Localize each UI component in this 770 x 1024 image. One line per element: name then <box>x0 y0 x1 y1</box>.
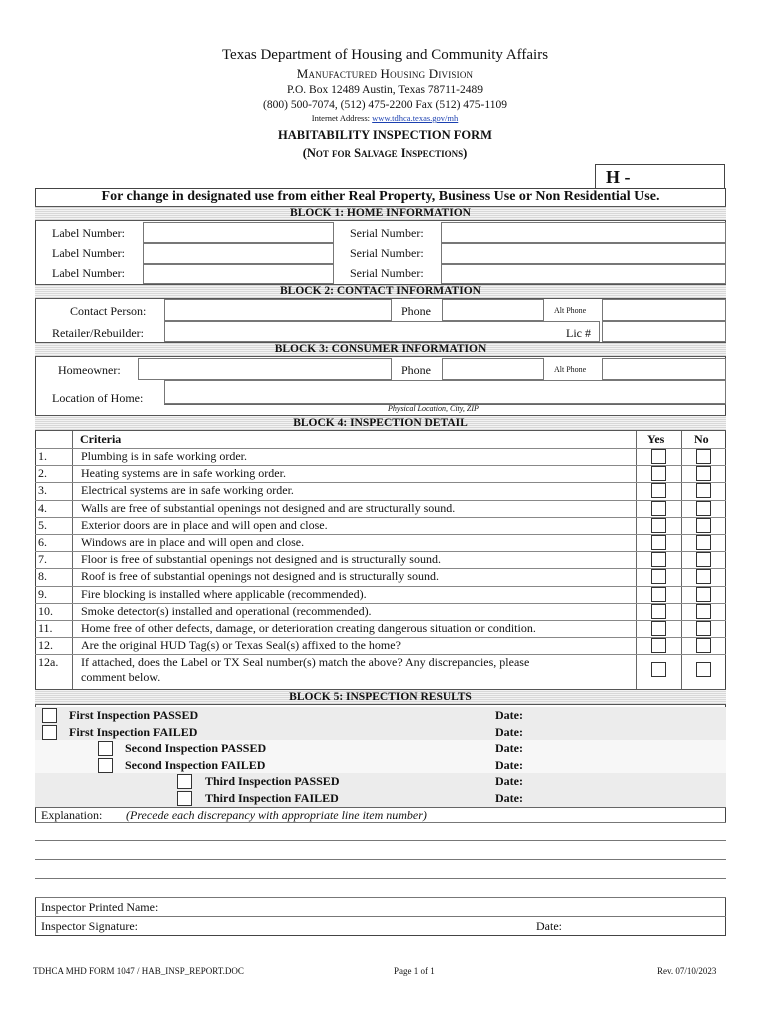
yes-checkbox[interactable] <box>651 483 666 498</box>
criteria-text: Heating systems are in safe working order. <box>81 466 286 481</box>
no-header: No <box>694 432 709 446</box>
serial-number-input-3[interactable] <box>441 264 726 284</box>
block1-header: BLOCK 1: HOME INFORMATION <box>35 206 726 221</box>
result-checkbox[interactable] <box>42 725 57 740</box>
criteria-text: Electrical systems are in safe working order. <box>81 483 294 498</box>
retailer-label: Retailer/Rebuilder: <box>52 326 144 340</box>
criteria-number: 3. <box>38 483 47 498</box>
result-checkbox[interactable] <box>177 774 192 789</box>
contact-phone-input[interactable] <box>442 299 544 321</box>
file-number-field[interactable]: H - <box>595 164 725 188</box>
website-link[interactable]: www.tdhca.texas.gov/mh <box>372 113 459 123</box>
result-date-label: Date: <box>495 791 523 805</box>
contact-alt-phone-label: Alt Phone <box>554 306 587 315</box>
no-checkbox[interactable] <box>696 621 711 636</box>
signature-date-label: Date: <box>536 919 562 933</box>
serial-number-input-1[interactable] <box>441 222 726 243</box>
no-checkbox[interactable] <box>696 569 711 584</box>
criteria-header: Criteria <box>80 432 122 446</box>
footer-form-id: TDHCA MHD FORM 1047 / HAB_INSP_REPORT.DOC <box>33 966 244 976</box>
inspector-name-label: Inspector Printed Name: <box>41 900 159 914</box>
result-checkbox[interactable] <box>42 708 57 723</box>
criteria-number: 9. <box>38 586 47 601</box>
block5-header: BLOCK 5: INSPECTION RESULTS <box>35 689 726 705</box>
yes-checkbox[interactable] <box>651 638 666 653</box>
lic-label: Lic # <box>566 326 591 340</box>
result-date-label: Date: <box>495 708 523 722</box>
block2-header: BLOCK 2: CONTACT INFORMATION <box>35 284 726 299</box>
location-hint: Physical Location, City, ZIP <box>388 404 479 413</box>
serial-number-label-1: Serial Number: <box>350 226 424 240</box>
lic-input[interactable] <box>602 321 726 342</box>
criteria-number: 7. <box>38 552 47 567</box>
contact-person-input[interactable] <box>164 299 392 321</box>
no-checkbox[interactable] <box>696 604 711 619</box>
yes-checkbox[interactable] <box>651 501 666 516</box>
result-label: First Inspection FAILED <box>69 724 198 739</box>
result-row-bg <box>35 790 726 807</box>
criteria-number: 1. <box>38 449 47 463</box>
homeowner-phone-input[interactable] <box>442 358 544 380</box>
agency-name: Texas Department of Housing and Community Affairs <box>221 47 549 63</box>
agency-phones: (800) 500-7074, (512) 475-2200 Fax (512) 475-1109 <box>263 99 507 111</box>
criteria-text: Floor is free of substantial openings not designed and is structurally sound. <box>81 552 441 567</box>
result-date-label: Date: <box>495 757 523 772</box>
explanation-line-4[interactable] <box>35 879 726 898</box>
result-date-label: Date: <box>495 741 523 756</box>
yes-checkbox[interactable] <box>651 587 666 602</box>
location-label: Location of Home: <box>52 391 144 405</box>
yes-checkbox[interactable] <box>651 662 666 677</box>
criteria-text: If attached, does the Label or TX Seal number(s) match the above? Any discrepancies, please <box>81 655 530 670</box>
label-number-label-2: Label Number: <box>52 246 125 260</box>
explanation-line-1[interactable] <box>35 822 726 841</box>
division-name: Manufactured Housing Division <box>296 66 474 81</box>
block3-header: BLOCK 3: CONSUMER INFORMATION <box>35 342 726 357</box>
label-number-input-1[interactable] <box>143 222 334 243</box>
purpose-banner: For change in designated use from either Real Property, Business Use or Non Residential Use. <box>101 189 660 204</box>
no-checkbox[interactable] <box>696 466 711 481</box>
contact-alt-phone-input[interactable] <box>602 299 726 321</box>
internet-address <box>0 113 770 123</box>
serial-number-label-3: Serial Number: <box>350 266 424 280</box>
criteria-number: 5. <box>38 517 47 532</box>
no-checkbox[interactable] <box>696 535 711 550</box>
yes-checkbox[interactable] <box>651 569 666 584</box>
contact-person-label: Contact Person: <box>70 304 147 318</box>
no-checkbox[interactable] <box>696 662 711 677</box>
criteria-number: 12a. <box>38 655 59 670</box>
criteria-text: Windows are in place and will open and close. <box>81 535 305 549</box>
label-number-label-1: Label Number: <box>52 226 125 240</box>
no-checkbox[interactable] <box>696 483 711 498</box>
criteria-text-continued: comment below. <box>81 670 161 685</box>
criteria-number: 4. <box>38 500 47 515</box>
result-date-label: Date: <box>495 774 523 789</box>
result-row-bg <box>35 773 726 790</box>
explanation-line-2[interactable] <box>35 841 726 860</box>
block4-header: BLOCK 4: INSPECTION DETAIL <box>35 415 726 431</box>
homeowner-phone-label: Phone <box>401 363 431 377</box>
yes-checkbox[interactable] <box>651 535 666 550</box>
homeowner-label: Homeowner: <box>58 363 121 377</box>
criteria-text: Plumbing is in safe working order. <box>81 449 247 463</box>
yes-checkbox[interactable] <box>651 466 666 481</box>
homeowner-input[interactable] <box>138 358 392 380</box>
grid-numcol <box>72 431 73 689</box>
inspector-signature-label: Inspector Signature: <box>41 919 138 933</box>
criteria-text: Fire blocking is installed where applicable (recommended). <box>81 586 367 601</box>
criteria-text: Smoke detector(s) installed and operational (recommended). <box>81 603 372 618</box>
result-label: Second Inspection PASSED <box>125 741 267 756</box>
result-checkbox[interactable] <box>98 758 113 773</box>
yes-header: Yes <box>647 432 665 446</box>
serial-number-input-2[interactable] <box>441 243 726 264</box>
yes-checkbox[interactable] <box>651 604 666 619</box>
result-checkbox[interactable] <box>177 791 192 806</box>
grid-yescol <box>636 431 637 689</box>
criteria-text: Exterior doors are in place and will open and close. <box>81 517 328 532</box>
result-label: Second Inspection FAILED <box>125 757 266 772</box>
label-number-input-2[interactable] <box>143 243 334 264</box>
contact-phone-label: Phone <box>401 304 431 318</box>
explanation-hint: (Precede each discrepancy with appropriate line item number) <box>126 808 427 822</box>
criteria-text: Home free of other defects, damage, or deterioration creating dangerous situation or condition. <box>81 621 536 635</box>
result-label: Third Inspection FAILED <box>205 791 339 805</box>
homeowner-alt-phone-input[interactable] <box>602 358 726 380</box>
no-checkbox[interactable] <box>696 449 711 464</box>
yes-checkbox[interactable] <box>651 621 666 636</box>
criteria-number: 11. <box>38 621 53 635</box>
agency-address: P.O. Box 12489 Austin, Texas 78711-2489 <box>287 84 483 96</box>
no-checkbox[interactable] <box>696 587 711 602</box>
no-checkbox[interactable] <box>696 501 711 516</box>
serial-number-label-2: Serial Number: <box>350 246 424 260</box>
criteria-number: 12. <box>38 638 53 653</box>
criteria-text: Walls are free of substantial openings not designed and are structurally sound. <box>81 500 456 515</box>
internet-label: Internet Address: <box>311 113 371 123</box>
yes-checkbox[interactable] <box>651 449 666 464</box>
explanation-label: Explanation: <box>41 808 103 822</box>
explanation-line-3[interactable] <box>35 860 726 879</box>
homeowner-alt-phone-label: Alt Phone <box>554 365 587 374</box>
criteria-text: Are the original HUD Tag(s) or Texas Seal(s) affixed to the home? <box>81 638 401 653</box>
label-number-label-3: Label Number: <box>52 266 125 280</box>
criteria-number: 8. <box>38 569 47 584</box>
form-title: HABITABILITY INSPECTION FORM <box>278 128 492 142</box>
no-checkbox[interactable] <box>696 638 711 653</box>
yes-checkbox[interactable] <box>651 518 666 533</box>
result-label: Third Inspection PASSED <box>205 774 340 789</box>
result-checkbox[interactable] <box>98 741 113 756</box>
location-input[interactable] <box>164 380 726 404</box>
result-date-label: Date: <box>495 724 523 739</box>
form-subtitle: (Not for Salvage Inspections) <box>302 146 468 160</box>
criteria-number: 2. <box>38 466 47 481</box>
yes-checkbox[interactable] <box>651 552 666 567</box>
footer-revision: Rev. 07/10/2023 <box>657 966 717 976</box>
criteria-text: Roof is free of substantial openings not designed and is structurally sound. <box>81 569 439 584</box>
no-checkbox[interactable] <box>696 518 711 533</box>
grid-nocol <box>681 431 682 689</box>
retailer-input[interactable] <box>164 321 600 342</box>
label-number-input-3[interactable] <box>143 264 334 284</box>
inspector-name-input[interactable] <box>35 916 726 917</box>
criteria-number: 10. <box>38 603 53 618</box>
no-checkbox[interactable] <box>696 552 711 567</box>
criteria-number: 6. <box>38 535 47 549</box>
footer-page: Page 1 of 1 <box>394 966 435 976</box>
result-label: First Inspection PASSED <box>69 708 199 722</box>
